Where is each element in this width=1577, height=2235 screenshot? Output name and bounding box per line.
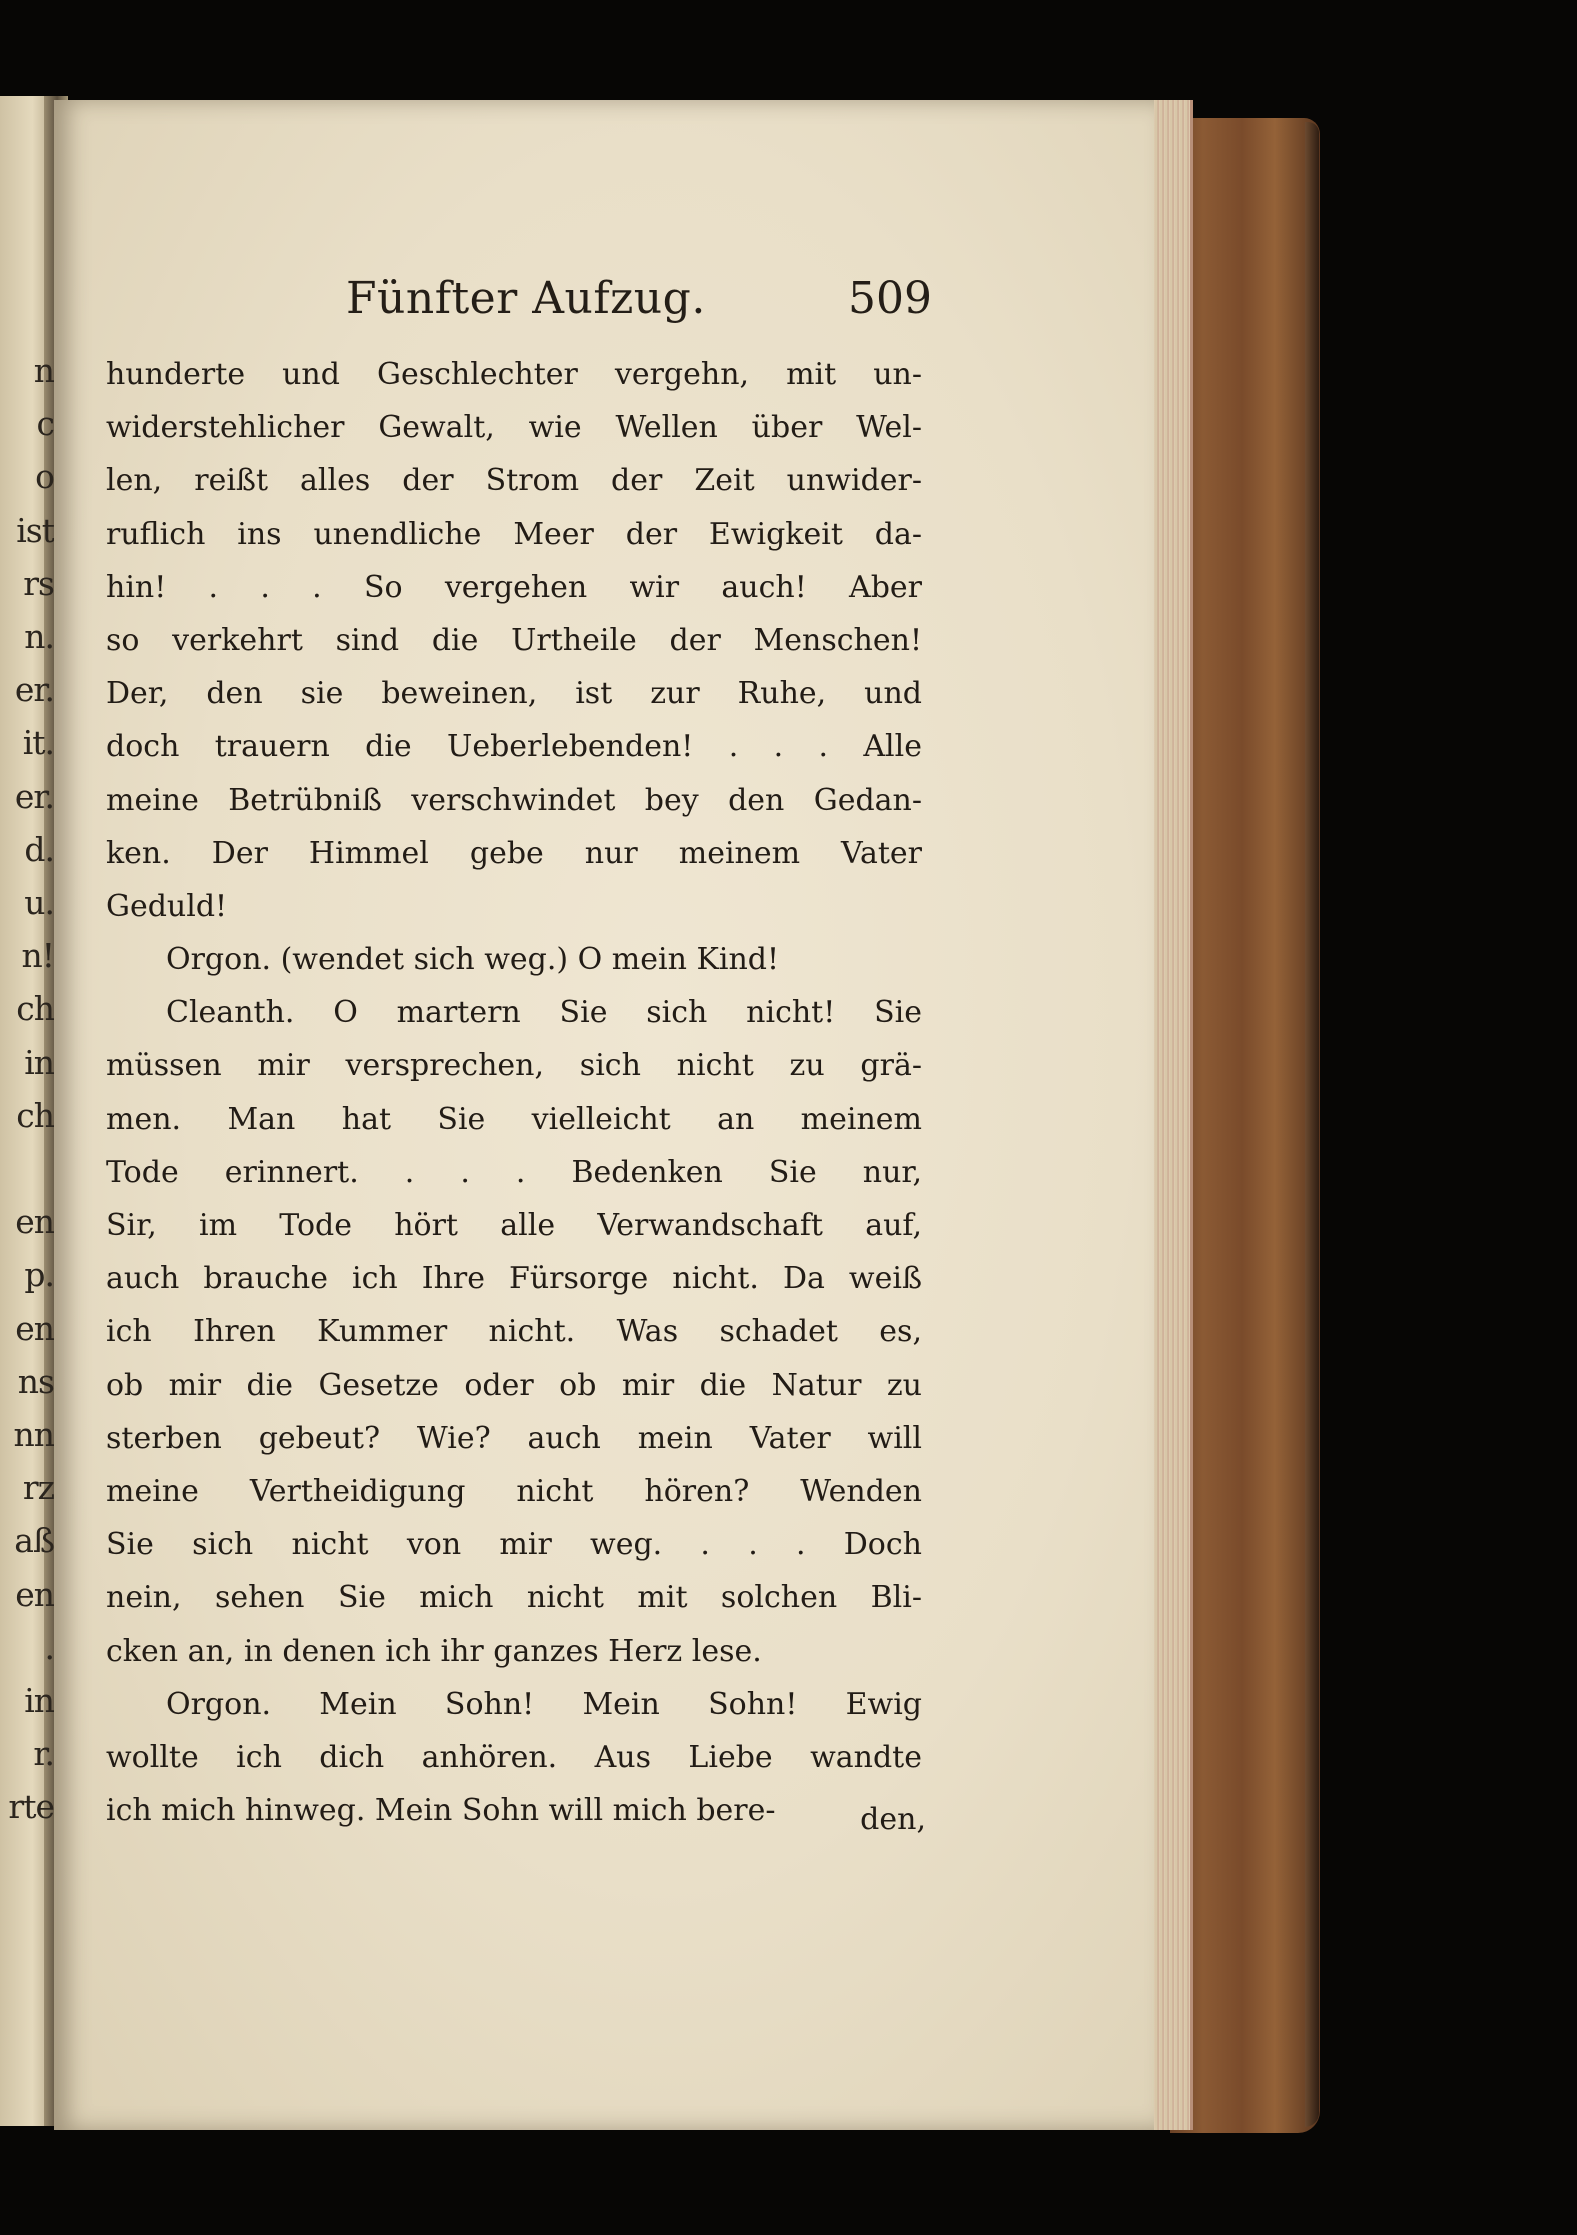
left-page-fragment: er.	[14, 776, 54, 816]
left-page-fragment: en	[15, 1574, 54, 1614]
left-page-fragment: en	[15, 1308, 54, 1348]
text-line: hin! . . . So vergehen wir auch! Aber	[106, 569, 922, 605]
text-line: hunderte und Geschlechter vergehn, mit un-	[106, 357, 922, 392]
text-line: doch trauern die Ueberlebenden! . . . Alle	[106, 729, 922, 765]
text-line: sterben gebeut? Wie? auch mein Vater will	[106, 1420, 922, 1456]
left-page-fragment: aß	[14, 1521, 54, 1561]
left-page-fragment: n!	[21, 936, 54, 976]
text-line: Tode erinnert. . . . Bedenken Sie nur,	[106, 1154, 922, 1190]
left-page-fragment: en	[15, 1202, 54, 1242]
text-line: meine Betrübniß verschwindet bey den Gedan-	[106, 782, 922, 818]
left-page-text-fragments	[0, 344, 54, 1834]
book-cover-edge	[1305, 122, 1319, 2127]
text-line: ob mir die Gesetze oder ob mir die Natur zu	[106, 1367, 922, 1403]
left-page-fragment: rte	[8, 1787, 54, 1827]
text-line: ruflich ins unendliche Meer der Ewigkeit da-	[106, 516, 922, 552]
text-line: Sir, im Tode hört alle Verwandschaft auf,	[106, 1208, 922, 1243]
left-page-fragment	[0, 1142, 54, 1195]
left-page-fragment: in	[24, 1681, 54, 1721]
left-page-fragment: .	[44, 1627, 54, 1667]
left-page-fragment: in	[24, 1042, 54, 1082]
left-page-fragment: nn	[13, 1415, 54, 1455]
text-line: len, reißt alles der Strom der Zeit unwider-	[106, 463, 922, 499]
left-page-fragment: d.	[24, 829, 54, 869]
left-page-fragment: r.	[33, 1734, 54, 1774]
text-line: wollte ich dich anhören. Aus Liebe wandte	[106, 1739, 922, 1775]
running-head: Fünfter Aufzug.	[346, 273, 706, 324]
text-line: ich Ihren Kummer nicht. Was schadet es,	[106, 1314, 922, 1350]
body-text	[106, 348, 922, 1837]
text-line: Orgon. (wendet sich weg.) O mein Kind!	[166, 942, 780, 978]
text-line: Der, den sie beweinen, ist zur Ruhe, und	[106, 676, 922, 712]
text-line: müssen mir versprechen, sich nicht zu grä-	[106, 1048, 922, 1084]
left-page-fragment: er.	[14, 670, 54, 710]
text-line: nein, sehen Sie mich nicht mit solchen Bli-	[106, 1580, 922, 1616]
left-page-fragment: ch	[16, 989, 54, 1029]
text-line: widerstehlicher Gewalt, wie Wellen über Wel-	[106, 410, 922, 446]
left-page-fragment: ch	[16, 1095, 54, 1135]
left-page-fragment: rs	[23, 563, 54, 603]
text-line: so verkehrt sind die Urtheile der Menschen!	[106, 622, 922, 658]
left-page-fragment: o	[35, 457, 54, 497]
text-line: men. Man hat Sie vielleicht an meinem	[106, 1101, 922, 1137]
text-line: auch brauche ich Ihre Fürsorge nicht. Da weiß	[106, 1261, 922, 1297]
page-header	[346, 273, 946, 343]
text-line: ken. Der Himmel gebe nur meinem Vater	[106, 835, 922, 871]
page-number: 509	[848, 273, 932, 324]
left-page-fragment: rz	[22, 1468, 54, 1508]
left-page-fragment: n	[33, 351, 54, 390]
catchword: den,	[860, 1802, 926, 1837]
left-page-fragment: it.	[22, 723, 54, 763]
left-page-fragment: c	[36, 404, 54, 444]
left-page-fragment: u.	[24, 883, 54, 923]
left-page-fragment: p.	[24, 1255, 54, 1295]
left-page-fragment: ist	[16, 510, 54, 550]
text-line: Orgon. Mein Sohn! Mein Sohn! Ewig	[166, 1686, 922, 1722]
text-line: ich mich hinweg. Mein Sohn will mich bere-	[106, 1793, 776, 1829]
text-line: meine Vertheidigung nicht hören? Wenden	[106, 1473, 922, 1509]
page-stack-edge	[1150, 100, 1193, 2130]
left-page-fragment: ns	[17, 1361, 54, 1401]
text-line: Cleanth. O martern Sie sich nicht! Sie	[166, 995, 922, 1031]
text-line: cken an, in denen ich ihr ganzes Herz lese.	[106, 1633, 762, 1669]
text-line: Geduld!	[106, 888, 228, 924]
left-page-fragment: n.	[24, 617, 54, 657]
text-line: Sie sich nicht von mir weg. . . . Doch	[106, 1527, 922, 1563]
